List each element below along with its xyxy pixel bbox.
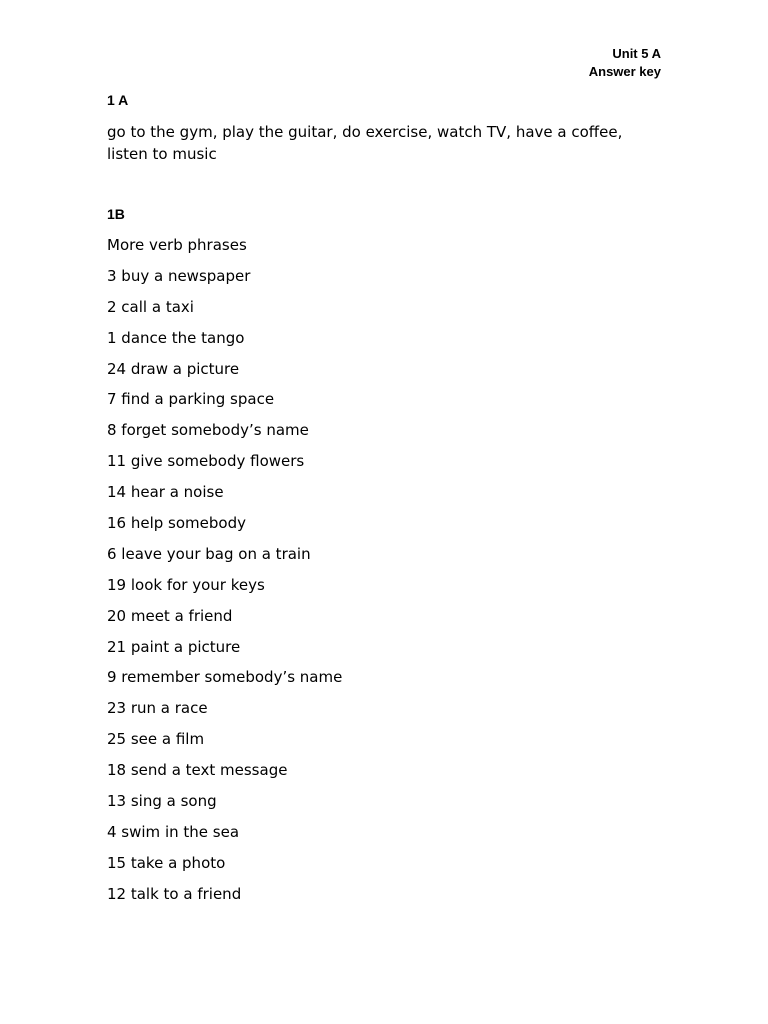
list-item: 23 run a race — [107, 699, 208, 718]
section-1b-heading: 1B — [107, 206, 125, 222]
list-item: 14 hear a noise — [107, 483, 224, 502]
list-item: 1 dance the tango — [107, 328, 245, 347]
list-item: 4 swim in the sea — [107, 822, 240, 841]
list-item: 13 sing a song — [107, 792, 217, 811]
list-item: 7 find a parking space — [107, 390, 275, 409]
list-item: 19 look for your keys — [107, 575, 265, 594]
section-1a-answer: go to the gym, play the guitar, do exercise, watch TV, have a coffee, listen to music — [107, 123, 623, 163]
section-1b-list — [107, 234, 342, 914]
list-item: 18 send a text message — [107, 761, 288, 780]
list-item: 16 help somebody — [107, 514, 246, 533]
page-header — [589, 45, 661, 81]
section-1b-subheading: More verb phrases — [107, 236, 247, 254]
answer-key-label: Answer key — [588, 64, 661, 79]
section-1a-heading: 1 A — [107, 92, 129, 108]
list-item: 15 take a photo — [107, 853, 226, 872]
list-item: 25 see a film — [107, 730, 205, 749]
unit-title: Unit 5 A — [612, 46, 661, 61]
list-item: 2 call a taxi — [107, 297, 194, 316]
list-item: 24 draw a picture — [107, 359, 240, 378]
list-item: 6 leave your bag on a train — [107, 544, 311, 563]
list-item: 8 forget somebody’s name — [107, 421, 309, 440]
list-item: 3 buy a newspaper — [107, 266, 251, 285]
list-item: 12 talk to a friend — [107, 884, 242, 903]
list-item: 11 give somebody flowers — [107, 452, 305, 471]
list-item: 20 meet a friend — [107, 606, 233, 625]
list-item: 21 paint a picture — [107, 637, 241, 656]
list-item: 9 remember somebody’s name — [107, 668, 343, 687]
